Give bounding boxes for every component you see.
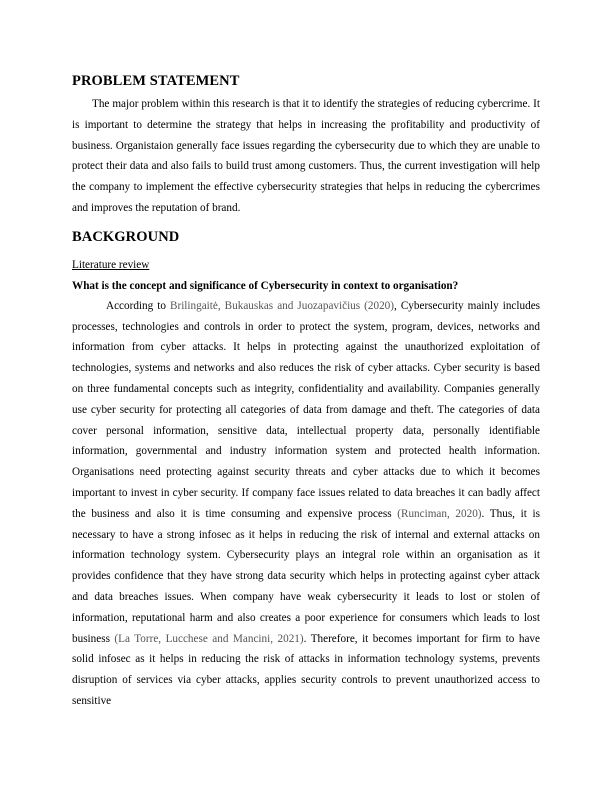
background-heading: BACKGROUND bbox=[72, 228, 180, 245]
citation-la-torre: (La Torre, Lucchese and Mancini, 2021) bbox=[114, 632, 304, 645]
paragraph-lead: According to bbox=[106, 299, 170, 312]
literature-paragraph bbox=[72, 296, 540, 712]
problem-statement-heading: PROBLEM STATEMENT bbox=[72, 73, 240, 89]
paragraph-part-2: . Thus, it is necessary to have a strong infosec as it helps in reducing the risk of internal and external attacks on information technology system. Cybersecurity plays an integral role within an organisation as it provides confidence that they have strong data security which helps in protecting against cyber attack and data breaches issues. When company have weak cybersecurity it leads to lost or stolen of information, reputational harm and also creates a poor experience for consumers which leads to lost business bbox=[72, 507, 540, 645]
citation-brilingaite: Brilingaitė, Bukauskas and Juozapavičius (2020) bbox=[170, 299, 394, 312]
page-content bbox=[72, 72, 540, 712]
research-question: What is the concept and significance of Cybersecurity in context to organisation? bbox=[72, 279, 459, 292]
paragraph-part-1: , Cybersecurity mainly includes processes, technologies and controls in order to protect the system, program, devices, networks and information from cyber attacks. It helps in protecting against the unauthorized exploitation of technologies, systems and networks and also reduces the risk of cyber attacks. Cyber security is based on three fundamental concepts such as integrity, confidentiality and availability. Companies generally use cyber security for protecting all categories of data from damage and theft. The categories of data cover personal information, sensitive data, intellectual property data, personally identifiable information, governmental and industry information system and protected health information. Organisations need protecting against security threats and cyber attacks due to which it becomes important to invest in cyber security. If company face issues related to data breaches it can badly affect the business and also it is time consuming and expensive process bbox=[72, 299, 541, 520]
paragraph-part-3: . Therefore, it becomes important for firm to have solid infosec as it helps in reducing the risk of attacks in information technology systems, prevents disruption of services via cyber attacks, applies security controls to prevent unauthorized access to sensitive bbox=[72, 632, 540, 707]
literature-review-subheading: Literature review bbox=[72, 258, 150, 271]
citation-runciman: (Runciman, 2020) bbox=[397, 507, 482, 520]
problem-statement-paragraph: The major problem within this research is that it to identify the strategies of reducing cybercrime. It is important to determine the strategy that helps in increasing the profitability and productivity of business. Organistaion generally face issues regarding the cybersecurity due to which they are unable to protect their data and also fails to build trust among customers. Thus, the current investigation will help the company to implement the effective cybersecurity strategies that helps in reducing the cybercrimes and improves the reputation of brand. bbox=[72, 98, 540, 214]
